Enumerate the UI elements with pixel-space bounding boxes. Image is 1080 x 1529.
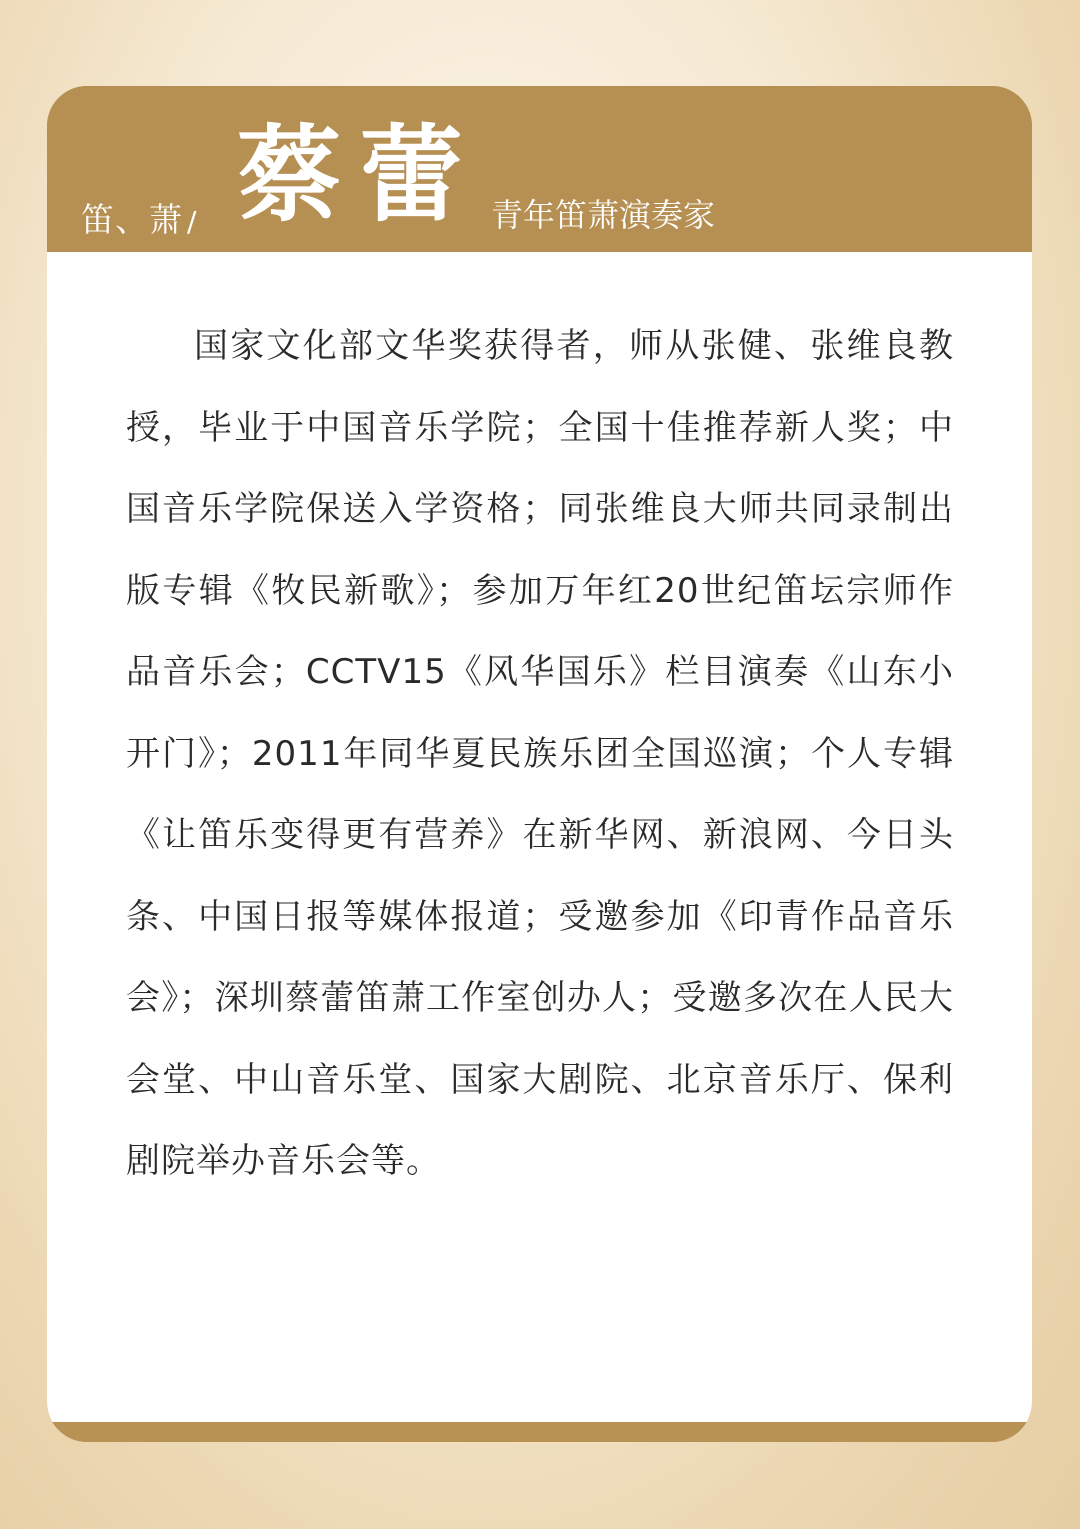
instrument-category — [81, 194, 197, 241]
performer-title: 青年笛萧演奏家 — [491, 196, 716, 234]
profile-header — [47, 86, 1032, 252]
category-separator: / — [187, 205, 198, 238]
performer-name: 蔡蕾 — [237, 113, 482, 236]
bio-panel — [47, 252, 1032, 1422]
category-label: 笛、萧 — [81, 200, 183, 239]
bio-text: 国家文化部文华奖获得者，师从张健、张维良教授，毕业于中国音乐学院；全国十佳推荐新人奖；中国音乐学院保送入学资格；同张维良大师共同录制出版专辑《牧民新歌》；参加万年红20世纪笛坛宗师作品音乐会；CCTV15《风华国乐》栏目演奏《山东小开门》；2011年同华夏民族乐团全国巡演；个人专辑《让笛乐变得更有营养》在新华网、新浪网、今日头条、中国日报等媒体报道；受邀参加《印青作品音乐会》；深圳蔡蕾笛萧工作室创办人；受邀多次在人民大会堂、中山音乐堂、国家大剧院、北京音乐厅、保利剧院举办音乐会等。 — [126, 326, 954, 1181]
profile-card — [47, 86, 1032, 1442]
